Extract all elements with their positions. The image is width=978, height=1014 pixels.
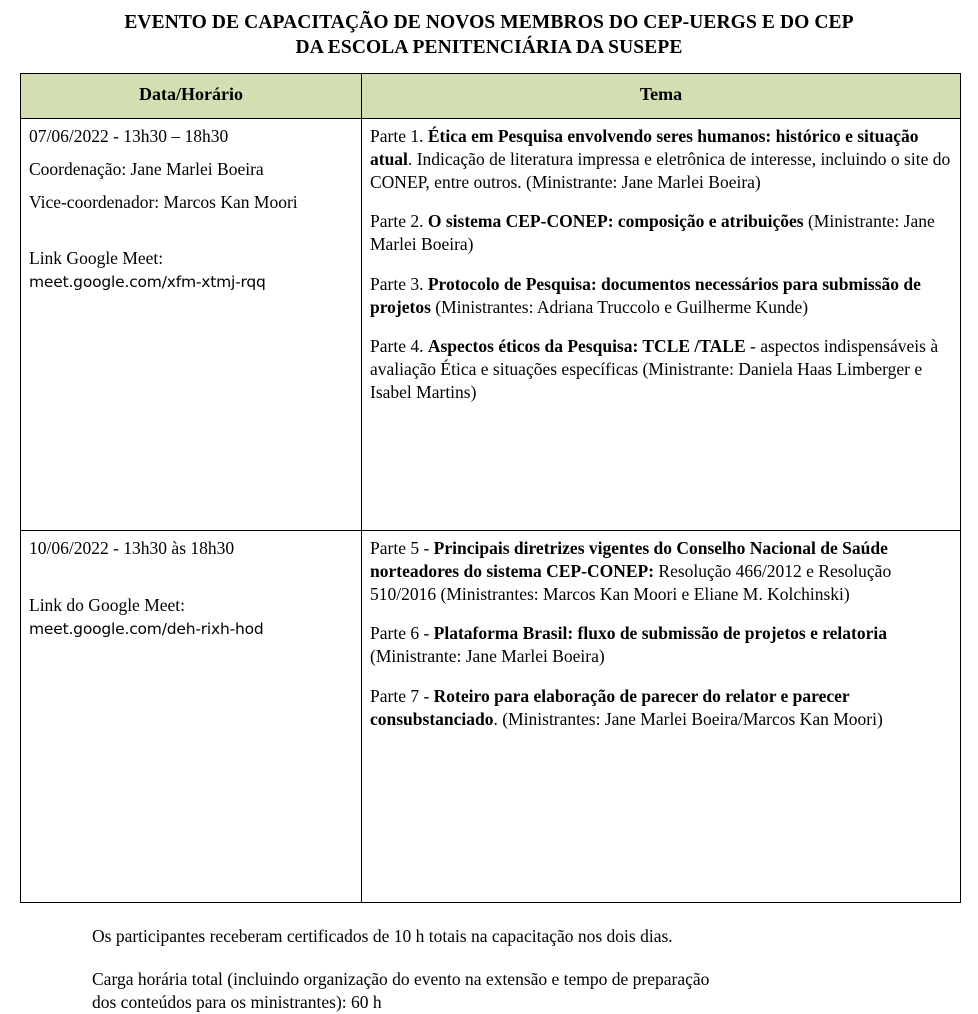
footer-note-workload-line-2: dos conteúdos para os ministrantes): 60 h [92,992,382,1013]
footer-notes [92,925,962,1014]
session-1-part-2 [370,210,952,256]
session-1-part-3 [370,273,952,319]
session-2-part-5 [370,537,952,605]
part-bold: Plataforma Brasil: fluxo de submissão de projetos e relatoria [433,623,888,644]
session-2-part-6 [370,622,952,668]
part-prefix: Parte 1. [370,126,428,147]
table-header-row [21,73,961,118]
part-rest: . (Ministrantes: Jane Marlei Boeira/Marcos Kan Moori) [493,708,883,729]
session-2-meet-block [29,594,353,640]
part-bold: Aspectos éticos da Pesquisa: TCLE /TALE [427,336,746,357]
table-row [21,119,961,531]
session-2-schedule-cell [21,531,362,903]
session-1-meet-label: Link Google Meet: [29,248,164,269]
table-row [21,531,961,903]
part-prefix: Parte 5 - [370,538,434,559]
session-2-theme-cell [362,531,961,903]
session-1-part-4 [370,335,952,403]
part-rest: (Ministrantes: Adriana Truccolo e Guilherme Kunde) [430,296,809,317]
footer-note-certificates: Os participantes receberam certificados de 10 h totais na capacitação nos dois dias. [92,926,673,947]
footer-note-workload-line-1: Carga horária total (incluindo organização do evento na extensão e tempo de preparação [92,969,710,990]
session-1-coordination: Coordenação: Jane Marlei Boeira [29,158,264,179]
page-title [16,10,962,61]
schedule-table [20,73,961,903]
part-rest: (Ministrante: Jane Marlei Boeira) [370,211,935,255]
part-rest: - aspectos indispensáveis à avaliação Ética e situações específicas (Ministrante: Daniela Haas Limberger e Isabel Martins) [370,336,939,402]
session-1-meet-block [29,247,353,293]
part-prefix: Parte 7 - [370,685,434,706]
part-prefix: Parte 6 - [370,623,434,644]
part-bold: Principais diretrizes vigentes do Conselho Nacional de Saúde norteadores do sistema CEP-CONEP: [370,538,888,581]
footer-note-workload [92,968,962,1014]
session-2-meet-label: Link do Google Meet: [29,594,186,615]
session-1-datetime: 07/06/2022 - 13h30 – 18h30 [29,126,229,147]
column-header-datetime: Data/Horário [21,73,362,118]
session-1-meet-link[interactable]: meet.google.com/xfm-xtmj-rqq [29,273,266,292]
session-2-part-7 [370,685,952,731]
part-bold: Roteiro para elaboração de parecer do relator e parecer consubstanciado [370,685,850,729]
part-prefix: Parte 2. [370,211,428,232]
part-prefix: Parte 4. [370,336,428,357]
session-1-vice-coordination: Vice-coordenador: Marcos Kan Moori [29,191,298,212]
part-prefix: Parte 3. [370,273,428,294]
part-rest: Resolução 466/2012 e Resolução 510/2016 (Ministrantes: Marcos Kan Moori e Eliane M. Kolchinski) [370,560,892,604]
page-title-line-2: DA ESCOLA PENITENCIÁRIA DA SUSEPE [295,37,683,59]
part-bold: O sistema CEP-CONEP: composição e atribuições [427,211,804,232]
page-title-line-1: EVENTO DE CAPACITAÇÃO DE NOVOS MEMBROS DO CEP-UERGS E DO CEP [124,12,854,33]
session-1-theme-cell [362,119,961,531]
part-rest: (Ministrante: Jane Marlei Boeira) [370,646,605,667]
session-1-part-1 [370,125,952,193]
column-header-theme: Tema [362,73,961,118]
part-bold: Ética em Pesquisa envolvendo seres humanos: histórico e situação atual [370,126,919,169]
part-bold: Protocolo de Pesquisa: documentos necessários para submissão de projetos [370,273,921,317]
part-rest: . Indicação de literatura impressa e eletrônica de interesse, incluindo o site do CONEP, entre outros. (Ministrante: Jane Marlei Boeira) [370,148,951,192]
session-1-schedule-cell [21,119,362,531]
session-2-meet-link[interactable]: meet.google.com/deh-rixh-hod [29,619,264,638]
session-2-datetime: 10/06/2022 - 13h30 às 18h30 [29,538,235,559]
